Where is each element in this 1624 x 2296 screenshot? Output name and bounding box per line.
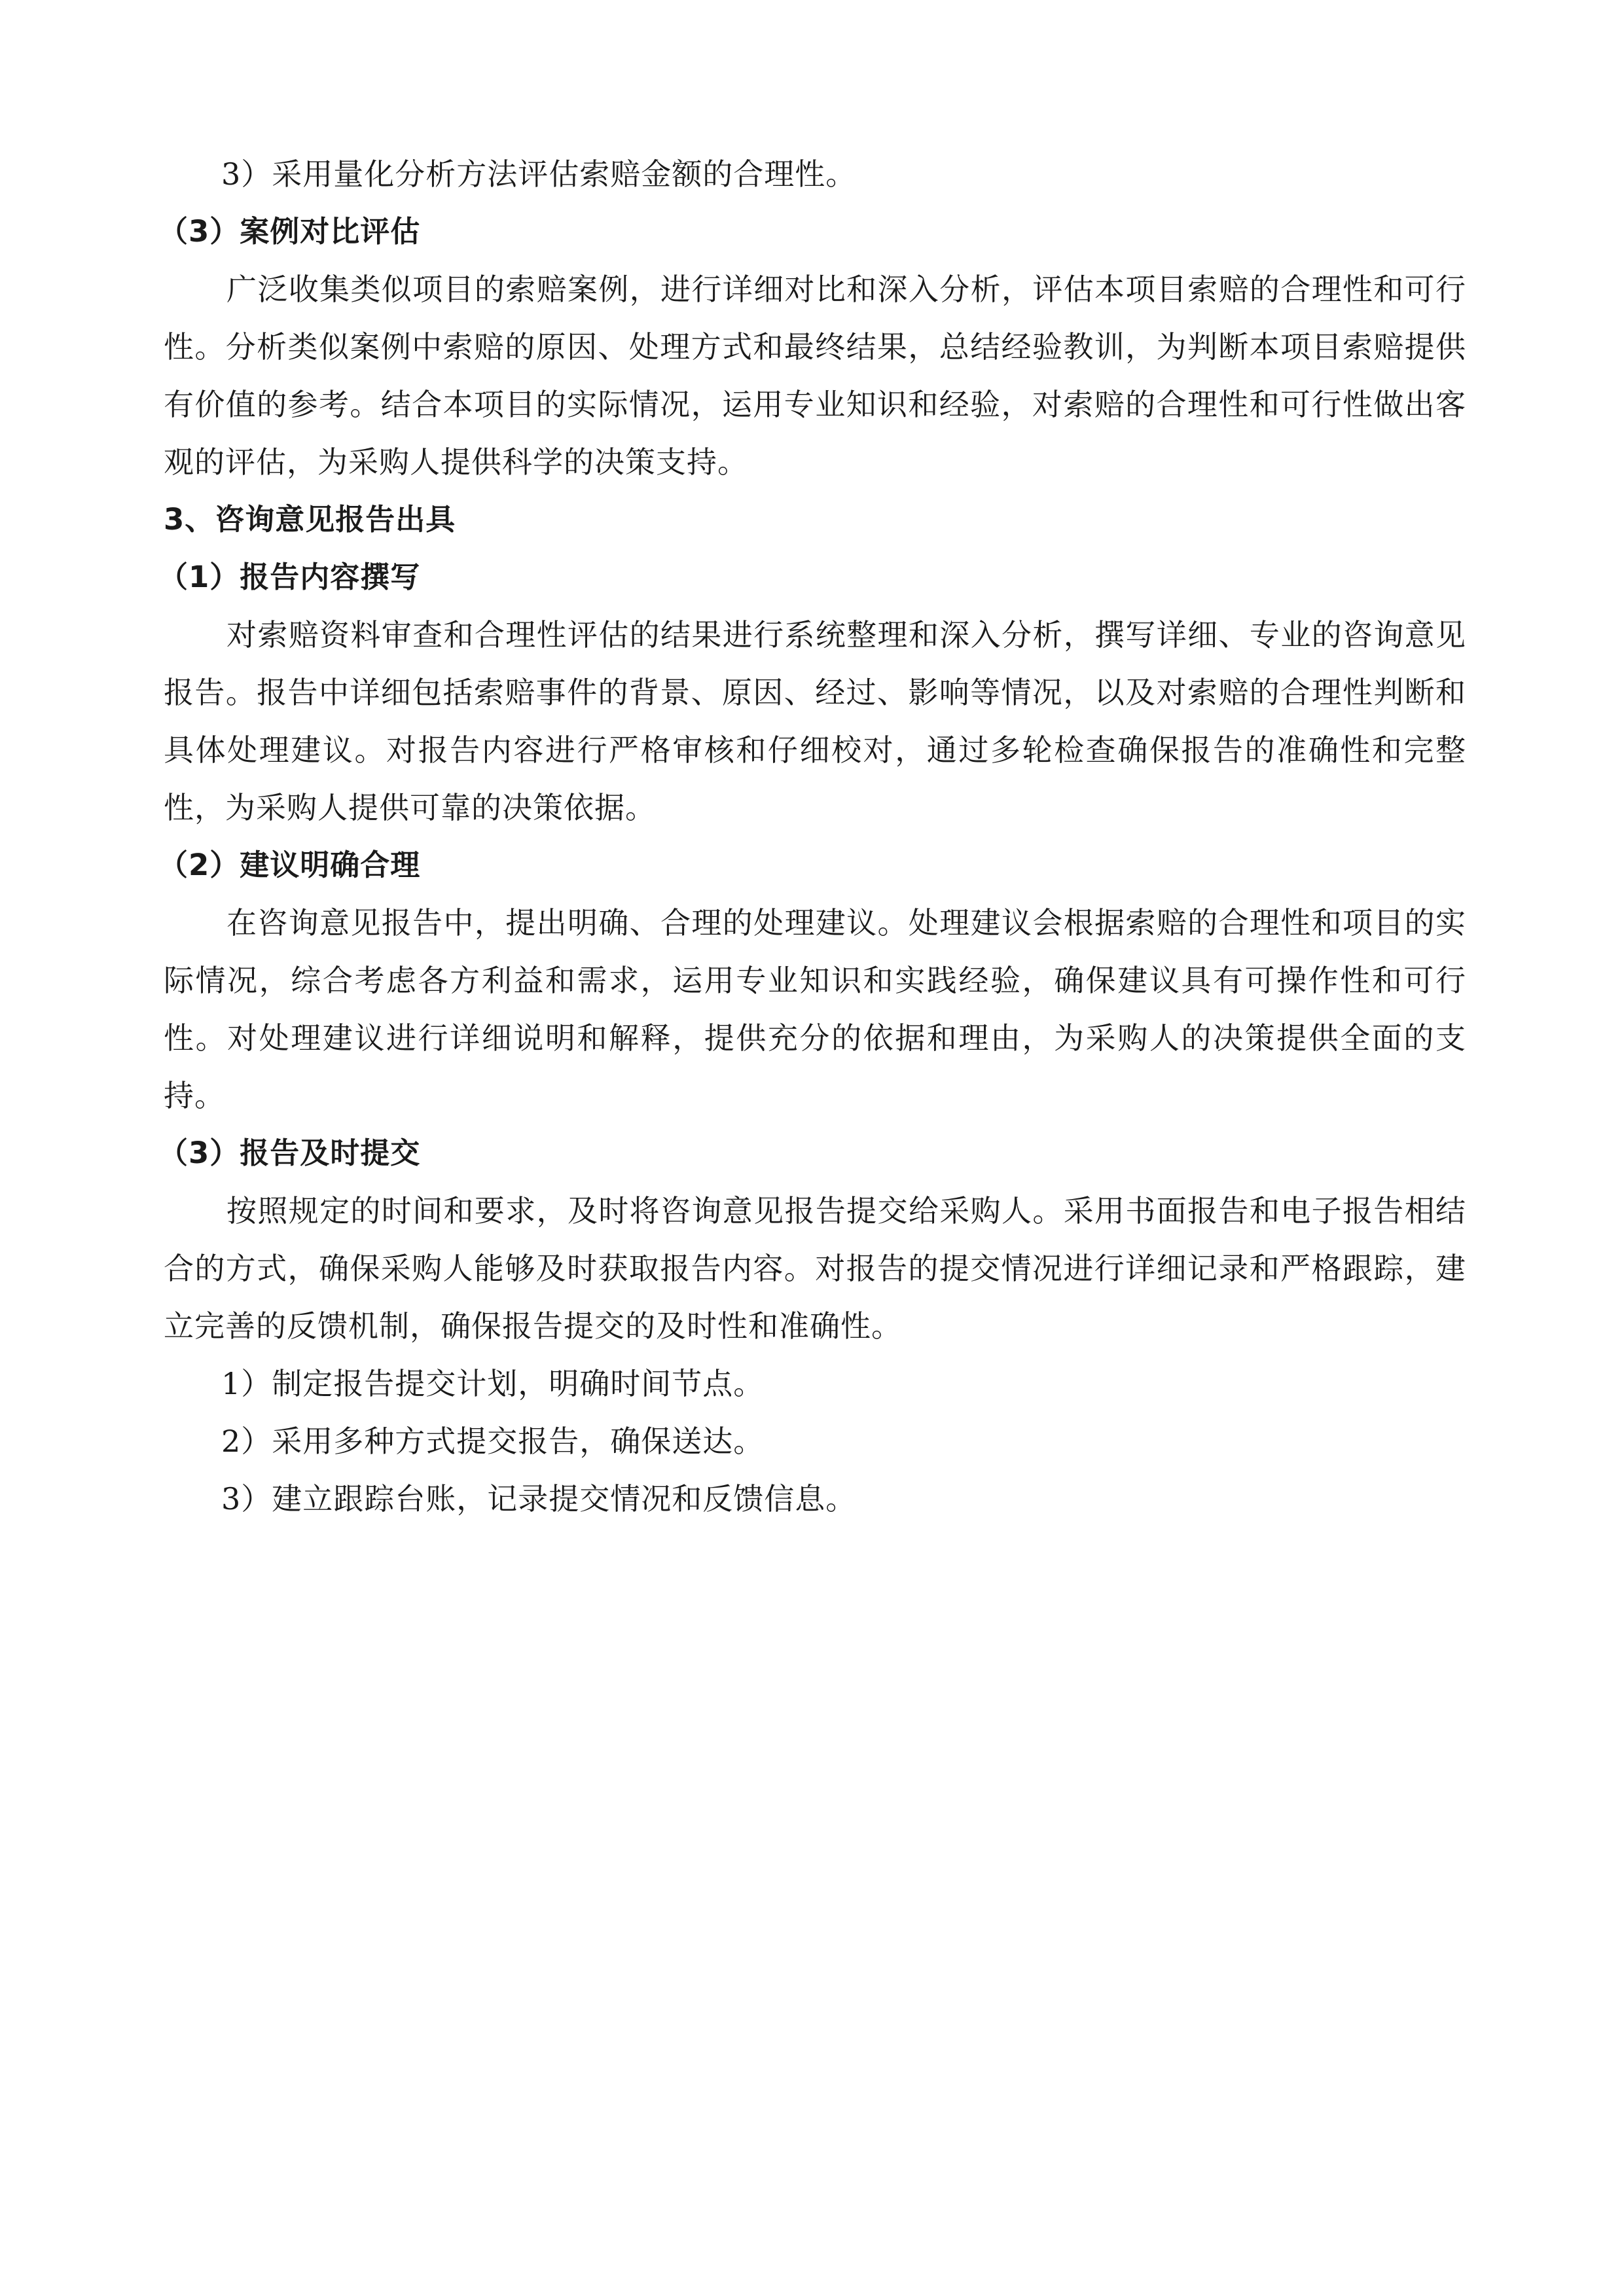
subsection-heading: （3）报告及时提交 — [158, 1136, 421, 1170]
section-heading: 3、咨询意见报告出具 — [164, 502, 456, 537]
document-body — [158, 145, 1466, 1528]
paragraph: 广泛收集类似项目的索赔案例，进行详细对比和深入分析，评估本项目索赔的合理性和可行性。分析类似案例中索赔的原因、处理方式和最终结果，总结经验教训，为判断本项目索赔提供有价值的参考。结合本项目的实际情况，运用专业知识和经验，对索赔的合理性和可行性做出客观的评估，为采购人提供科学的决策支持。 — [164, 272, 1466, 480]
list-item: 1）制定报告提交计划，明确时间节点。 — [221, 1366, 765, 1401]
subsection-heading: （2）建议明确合理 — [158, 848, 421, 882]
paragraph: 在咨询意见报告中，提出明确、合理的处理建议。处理建议会根据索赔的合理性和项目的实际情况，综合考虑各方利益和需求，运用专业知识和实践经验，确保建议具有可操作性和可行性。对处理建议进行详细说明和解释，提供充分的依据和理由，为采购人的决策提供全面的支持。 — [164, 905, 1466, 1113]
subsection-heading: （3）案例对比评估 — [158, 214, 421, 249]
list-item: 2）采用多种方式提交报告，确保送达。 — [221, 1424, 765, 1459]
subsection-heading: （1）报告内容撰写 — [158, 560, 421, 594]
paragraph: 对索赔资料审查和合理性评估的结果进行系统整理和深入分析，撰写详细、专业的咨询意见报告。报告中详细包括索赔事件的背景、原因、经过、影响等情况，以及对索赔的合理性判断和具体处理建议。对报告内容进行严格审核和仔细校对，通过多轮检查确保报告的准确性和完整性，为采购人提供可靠的决策依据。 — [164, 617, 1466, 825]
list-item: 3）建立跟踪台账，记录提交情况和反馈信息。 — [221, 1481, 857, 1516]
paragraph: 按照规定的时间和要求，及时将咨询意见报告提交给采购人。采用书面报告和电子报告相结合的方式，确保采购人能够及时获取报告内容。对报告的提交情况进行详细记录和严格跟踪，建立完善的反馈机制，确保报告提交的及时性和准确性。 — [164, 1193, 1466, 1344]
list-item: 3）采用量化分析方法评估索赔金额的合理性。 — [221, 156, 857, 192]
